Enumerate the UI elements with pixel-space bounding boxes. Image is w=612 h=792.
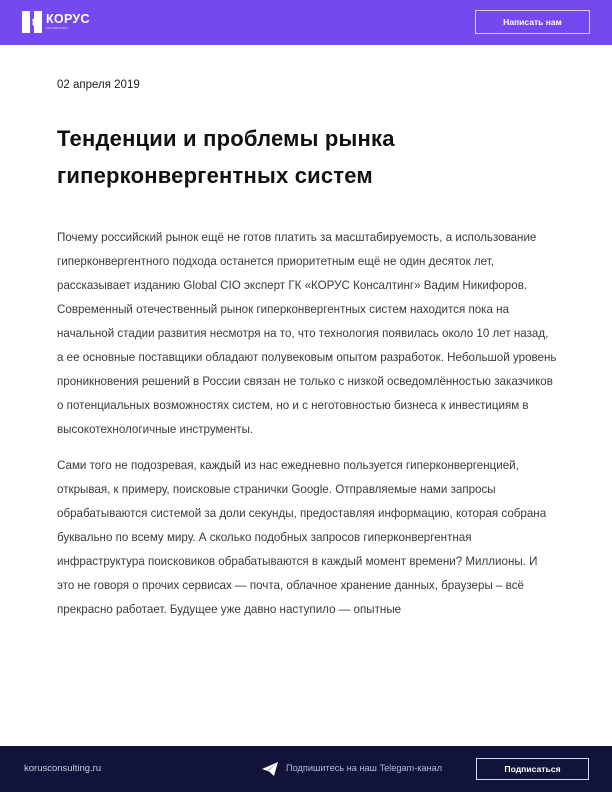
logo-name: КОРУС	[46, 11, 90, 26]
telegram-icon	[262, 762, 278, 776]
article-paragraph: Почему российский рынок ещё не готов платить за масштабируемость, а использование гиперконвергентного подхода останется приоритетным ещё не один десяток лет, рассказывает изданию Global CIO эксперт ГК «КОРУС Консалтинг» Вадим Никифоров.	[57, 231, 537, 292]
article-paragraph: Сами того не подозревая, каждый из нас ежедневно пользуется гиперконвергенцией, открывая, к примеру, поисковые странички Google. Отправляемые нами запросы обрабатываются системой за доли секунды, предоставляя информацию, которая собрана буквально по всему миру. А сколько подобных запросов гиперконвергентная инфраструктура поисковиков обрабатываются в каждый момент времени? Миллионы. И это не говоря о прочих сервисах — почта, облачное хранение данных, браузеры – всё прекрасно работает. Будущее уже давно наступило — опытные	[57, 459, 547, 616]
site-header	[0, 0, 612, 45]
subscribe-button[interactable]: Подписаться	[476, 758, 589, 780]
logo-text	[46, 13, 90, 31]
korus-logo-icon	[22, 11, 42, 33]
telegram-subscribe-text: Подпишитесь на наш Telegam-канал	[286, 763, 443, 773]
korus-logo[interactable]	[22, 11, 90, 33]
article-date: 02 апреля 2019	[57, 79, 140, 91]
write-to-us-button[interactable]: Написать нам	[475, 10, 590, 34]
article-title: Тенденции и проблемы рынка гиперконвергентных систем	[57, 126, 395, 188]
logo-subtitle: консалтинг	[46, 26, 69, 31]
site-link[interactable]: korusconsulting.ru	[24, 763, 102, 774]
article-body	[57, 226, 557, 622]
article-paragraph: Современный отечественный рынок гиперконвергентных систем находится пока на начальной стадии развития несмотря на то, что технология появилась около 10 лет назад, а ее основные поставщики обладают полувековым опытом разработок. Небольшой уровень проникновения решений в России связан не только с низкой осведомлённостью заказчиков о потенциальных возможностях систем, но и с неготовностью бизнеса к инвестициям в высокотехнологичные инструменты.	[57, 303, 557, 436]
site-footer	[0, 746, 612, 792]
